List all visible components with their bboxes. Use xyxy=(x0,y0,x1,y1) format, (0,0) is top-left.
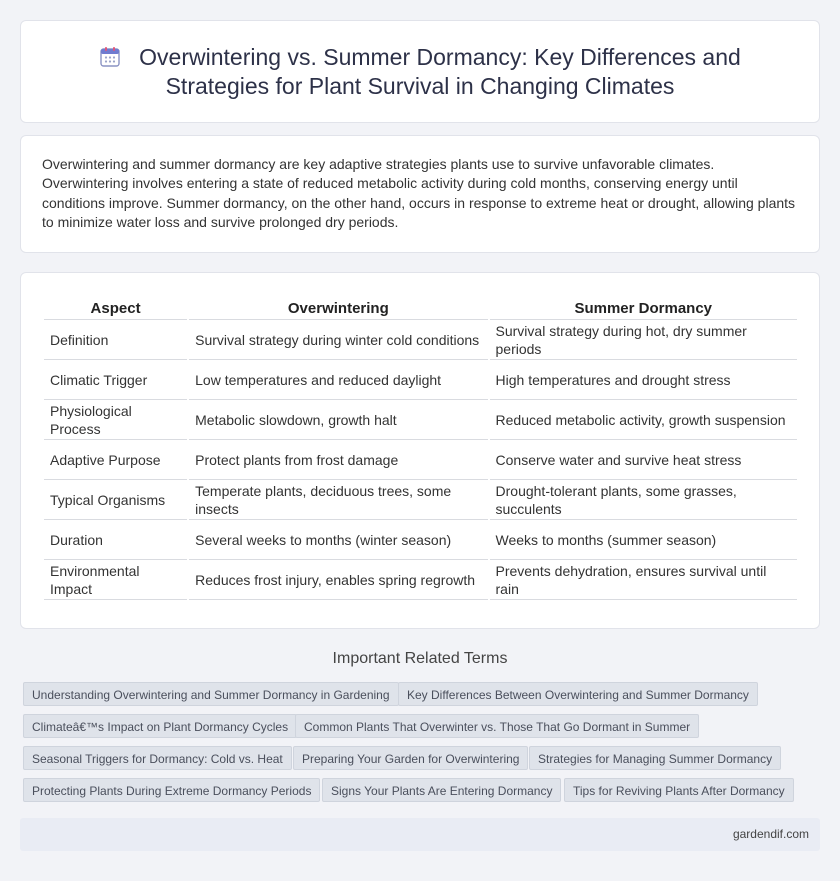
table-header-row xyxy=(44,294,797,320)
table-cell: Definition xyxy=(44,320,187,360)
table-cell: Reduces frost injury, enables spring regrowth xyxy=(189,560,487,600)
table-row xyxy=(44,480,797,520)
table-cell: Survival strategy during hot, dry summer periods xyxy=(490,320,797,360)
table-cell: Metabolic slowdown, growth halt xyxy=(189,400,487,440)
calendar-icon xyxy=(99,46,121,68)
table-cell: Low temperatures and reduced daylight xyxy=(189,360,487,400)
footer xyxy=(20,818,820,851)
related-tag[interactable]: Understanding Overwintering and Summer Dormancy in Gardening xyxy=(23,682,399,706)
table-row xyxy=(44,560,797,600)
table-cell: Adaptive Purpose xyxy=(44,440,187,480)
related-tag[interactable]: Protecting Plants During Extreme Dormancy Periods xyxy=(23,778,320,802)
table-cell: Weeks to months (summer season) xyxy=(490,520,797,560)
header-overwintering: Overwintering xyxy=(189,294,487,320)
table-row xyxy=(44,400,797,440)
table-cell: Temperate plants, deciduous trees, some insects xyxy=(189,480,487,520)
related-tag[interactable]: Tips for Reviving Plants After Dormancy xyxy=(564,778,794,802)
table-row xyxy=(44,520,797,560)
table-row xyxy=(44,360,797,400)
related-terms-title: Important Related Terms xyxy=(332,650,508,667)
comparison-table xyxy=(42,294,799,600)
title-card xyxy=(20,20,820,123)
table-cell: High temperatures and drought stress xyxy=(490,360,797,400)
footer-site-link[interactable]: gardendif.com xyxy=(732,827,809,841)
table-cell: Drought-tolerant plants, some grasses, succulents xyxy=(490,480,797,520)
table-row xyxy=(44,440,797,480)
table-cell: Duration xyxy=(44,520,187,560)
table-cell: Prevents dehydration, ensures survival until rain xyxy=(490,560,797,600)
related-tag[interactable]: Strategies for Managing Summer Dormancy xyxy=(529,746,781,770)
related-tag[interactable]: Seasonal Triggers for Dormancy: Cold vs. Heat xyxy=(23,746,292,770)
table-cell: Survival strategy during winter cold conditions xyxy=(189,320,487,360)
intro-card xyxy=(20,135,820,253)
table-cell: Several weeks to months (winter season) xyxy=(189,520,487,560)
header-aspect: Aspect xyxy=(44,294,187,320)
comparison-card xyxy=(20,272,820,629)
intro-paragraph: Overwintering and summer dormancy are key adaptive strategies plants use to survive unfavorable climates. Overwintering involves entering a state of reduced metabolic activity during cold months, conserving energy until conditions improve. Summer dormancy, on the other hand, occurs in response to extreme heat or drought, allowing plants to minimize water loss and survive prolonged dry periods. xyxy=(42,156,796,230)
table-cell: Environmental Impact xyxy=(44,560,187,600)
table-cell: Physiological Process xyxy=(44,400,187,440)
page-title xyxy=(21,43,819,101)
title-line-1: Overwintering vs. Summer Dormancy: Key Differences and xyxy=(139,44,741,70)
title-line-2: Strategies for Plant Survival in Changing Climates xyxy=(165,73,675,99)
table-cell: Climatic Trigger xyxy=(44,360,187,400)
related-tag[interactable]: Climateâ€™s Impact on Plant Dormancy Cycles xyxy=(23,714,297,738)
table-cell: Protect plants from frost damage xyxy=(189,440,487,480)
header-summer-dormancy: Summer Dormancy xyxy=(490,294,797,320)
table-cell: Typical Organisms xyxy=(44,480,187,520)
table-cell: Conserve water and survive heat stress xyxy=(490,440,797,480)
related-tag[interactable]: Common Plants That Overwinter vs. Those That Go Dormant in Summer xyxy=(295,714,699,738)
table-cell: Reduced metabolic activity, growth suspension xyxy=(490,400,797,440)
related-tag[interactable]: Preparing Your Garden for Overwintering xyxy=(293,746,528,770)
related-tag[interactable]: Key Differences Between Overwintering and Summer Dormancy xyxy=(398,682,758,706)
related-tag[interactable]: Signs Your Plants Are Entering Dormancy xyxy=(322,778,561,802)
table-row xyxy=(44,320,797,360)
